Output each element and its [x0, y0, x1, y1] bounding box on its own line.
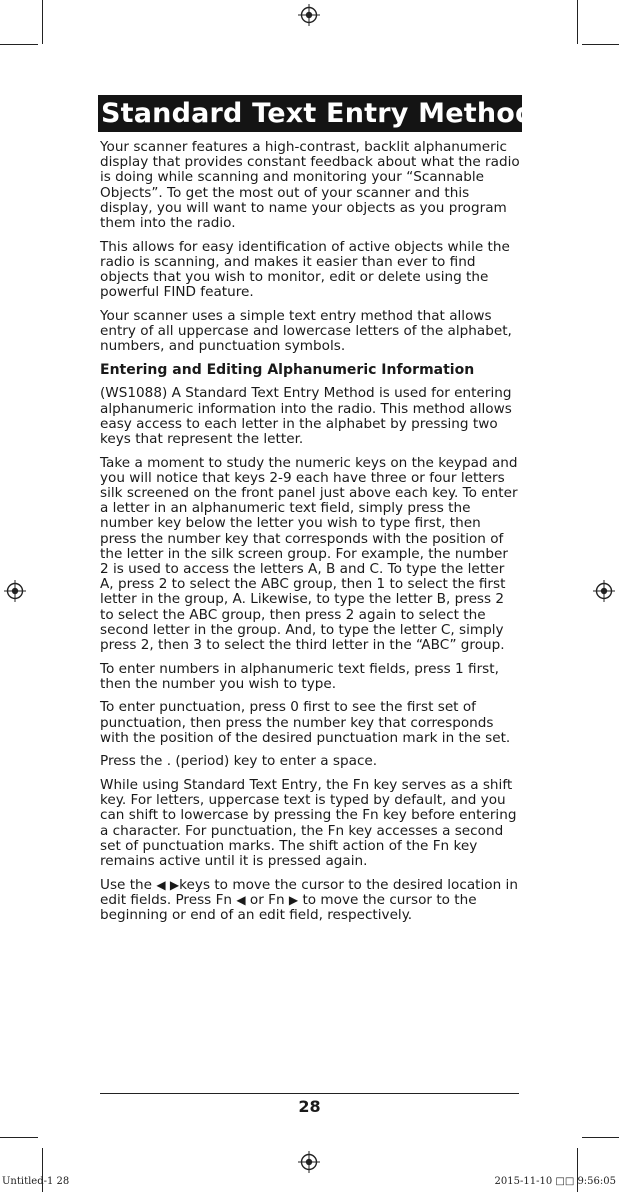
crop-mark-top-right-v	[577, 0, 578, 44]
cursor-text-start: Use the	[100, 876, 157, 893]
body-paragraph-6: While using Standard Text Entry, the Fn key serves as a shift key. For letters, uppercase text is typed by default, and you can shift to lowercase by pressing the Fn key before entering a character. For punctuation, the Fn key accesses a second set of punctuation marks. The shift action of the Fn key remains active until it is pressed again.	[100, 777, 517, 870]
body-paragraph-3: To enter numbers in alphanumeric text fields, press 1 first, then the number you wish to type.	[100, 660, 499, 692]
page-content	[100, 140, 520, 932]
crop-mark-bottom-right-h	[582, 1137, 619, 1138]
section-subheading: Entering and Editing Alphanumeric Information	[100, 361, 475, 378]
registration-mark-top-icon	[298, 4, 320, 26]
footer-file-label: Untitled-1 28	[2, 1176, 70, 1187]
cursor-paragraph	[100, 878, 520, 924]
left-arrow-icon: ◀	[156, 877, 166, 892]
fn-right-arrow-icon: ▶	[288, 892, 299, 907]
crop-mark-bottom-left-h	[0, 1137, 38, 1138]
registration-mark-left-icon	[4, 580, 26, 602]
body-paragraph-4: To enter punctuation, press 0 first to see the first set of punctuation, then press the number key that corresponds with the position of the desired punctuation mark in the set.	[100, 699, 511, 746]
footer-divider	[100, 1093, 519, 1094]
footer-timestamp: 2015-11-10 □□ 9:56:05	[494, 1176, 616, 1187]
crop-mark-top-left-h	[0, 44, 38, 45]
body-paragraph-5: Press the . (period) key to enter a space.	[100, 753, 378, 770]
registration-mark-right-icon	[593, 580, 615, 602]
body-paragraph-1: (WS1088) A Standard Text Entry Method is used for entering alphanumeric information into the radio. This method allows easy access to each letter in the alphabet by pressing two keys that represent the letter.	[100, 385, 512, 448]
body-paragraph-2: Take a moment to study the numeric keys on the keypad and you will notice that keys 2-9 each have three or four letters silk screened on the front panel just above each key. To enter a letter in an alphanumeric text field, simply press the number key below the letter you wish to type first, then press the number key that corresponds with the position of the letter in the silk screen group. For example, the number 2 is used to access the letters A, B and C. To type the letter A, press 2 to select the ABC group, then 1 to select the first letter in the group, A. Likewise, to type the letter B, press 2 to select the ABC group, then press 2 again to select the second letter in the group. And, to type the letter C, simply press 2, then 3 to select the third letter in the “ABC” group.	[100, 454, 518, 654]
intro-paragraph-1: Your scanner features a high-contrast, backlit alphanumeric display that provides constant feedback about what the radio is doing while scanning and monitoring your “Scannable Objects”. To get the most out of your scanner and this display, you will want to name your objects as you program them into the radio.	[100, 139, 520, 232]
intro-paragraph-3: Your scanner uses a simple text entry method that allows entry of all uppercase and lowercase letters of the alphabet, numbers, and punctuation symbols.	[100, 307, 512, 355]
intro-paragraph-2: This allows for easy identification of active objects while the radio is scanning, and makes it easier than ever to find objects that you wish to monitor, edit or delete using the powerful FIND feature.	[100, 238, 510, 301]
cursor-text-end: to move the cursor to the beginning or end of an edit field, respectively.	[100, 891, 477, 924]
fn-left-arrow-icon: ◀	[236, 892, 246, 907]
registration-mark-bottom-icon	[298, 1151, 320, 1173]
page-title: Standard Text Entry Method	[98, 95, 522, 132]
right-arrow-icon: ▶	[169, 877, 180, 892]
crop-mark-top-left-v	[42, 0, 43, 44]
cursor-text-or: or Fn	[245, 891, 289, 908]
cursor-text-middle: keys to move the cursor to the desired location in edit fields. Press Fn	[100, 876, 518, 908]
page-number: 28	[298, 1097, 321, 1116]
crop-mark-top-right-h	[582, 44, 619, 45]
